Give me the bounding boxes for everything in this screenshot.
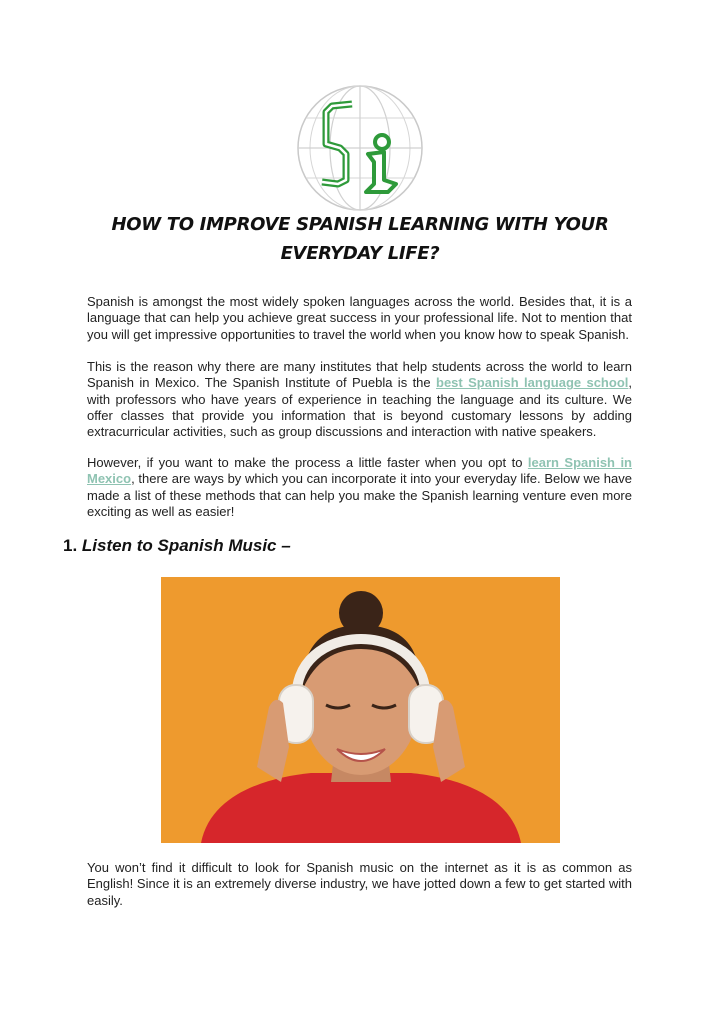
title-line-1: HOW TO IMPROVE SPANISH LEARNING WITH YOUR <box>111 214 609 235</box>
learn-spanish-mexico-link[interactable]: learn Spanish in Mexico <box>87 455 632 487</box>
music-paragraph: You won’t find it difficult to look for Spanish music on the internet as it is as common as English! Since it is an extremely diverse industry, we have jotted down a few to get started with easily. <box>87 860 632 908</box>
section-heading-music <box>63 536 291 556</box>
institute-text-after: , with professors who have years of experience in teaching the language and its culture. We offer classes that provide you information that is beyond customary lessons by adding extracurricular activities, such as group discussions and interaction with native speakers. <box>87 375 632 440</box>
woman-headphones-photo <box>161 577 560 843</box>
best-spanish-school-link[interactable]: best Spanish language school <box>436 375 629 391</box>
institute-paragraph <box>87 359 632 440</box>
methods-text-before: However, if you want to make the process a little faster when you opt to <box>87 455 528 470</box>
methods-text-after: , there are ways by which you can incorporate it into your everyday life. Below we have made a list of these methods that can help you make the Spanish learning venture even more exciting as well as easier! <box>87 471 632 519</box>
methods-paragraph <box>87 455 632 520</box>
si-logo <box>296 84 424 212</box>
section-number: 1. <box>63 536 78 555</box>
institute-text-before: This is the reason why there are many institutes that help students across the world to learn Spanish in Mexico. The Spanish Institute of Puebla is the <box>87 359 632 391</box>
page-title <box>90 210 630 268</box>
section-title: Listen to Spanish Music – <box>81 536 291 555</box>
intro-paragraph: Spanish is amongst the most widely spoken languages across the world. Besides that, it is a language that can help you achieve great success in your professional life. Not to mention that you will get impressive opportunities to travel the world when you know how to speak Spanish. <box>87 294 632 342</box>
title-line-2: EVERYDAY LIFE? <box>280 243 440 264</box>
